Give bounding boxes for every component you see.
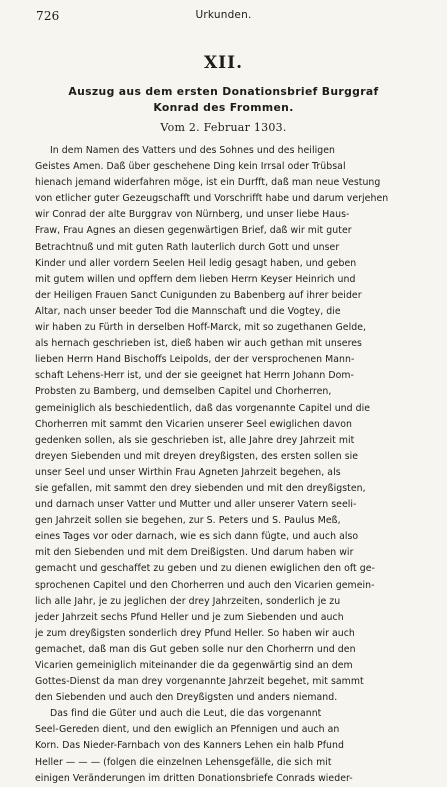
body-line: gemeiniglich als beschiedentlich, daß das vorgenannte Capitel und die (35, 402, 371, 414)
body-line: Gottes-Dienst da man drey vorgenannte Jahrzeit begehet, mit sammt (35, 676, 364, 688)
body-line: Fraw, Frau Agnes an diesen gegenwärtigen Brief, daß wir mit guter (35, 225, 352, 237)
body-line: Das find die Güter und auch die Leut, die das vorgenannt (50, 708, 322, 720)
body-line: je zum dreyßigsten sonderlich drey Pfund Heller. So haben wir auch (35, 627, 355, 639)
body-line: hienach jemand widerfahren möge, ist ein Durfft, daß man neue Vestung (35, 177, 381, 189)
document-title-line-1: Auszug aus dem ersten Donationsbrief Burggraf (68, 85, 379, 98)
body-line: Kinder und aller vordern Seelen Heil ledig gesagt haben, und geben (35, 257, 357, 269)
body-line: unser Seel und unser Wirthin Frau Agneten Jahrzeit begehen, als (35, 466, 341, 478)
body-line: Geistes Amen. Daß über geschehene Ding kein Irrsal oder Trübsal (35, 161, 346, 173)
body-line: mit gutem willen und opffern dem lieben Herrn Keyser Heinrich und (35, 273, 356, 285)
body-line: Vicarien gemeiniglich miteinander die da gegenwärtig sind an dem (35, 660, 353, 671)
body-line: Betrachtnuß und mit guten Rath lauterlich durch Gott und unser (35, 241, 340, 253)
page-header (36, 9, 411, 27)
body-line: wir haben zu Fürth in derselben Hoff-Marck, mit so zugethanen Gelde, (35, 322, 367, 334)
body-line: Seel-Gereden dient, und den ewiglich an Pfennigen und auch an (35, 724, 340, 736)
body-line: schaft Lehens-Herr ist, und der sie geeignet hat Herrn Johann Dom- (35, 370, 354, 382)
body-line: jeder Jahrzeit sechs Pfund Heller und je zum Siebenden und auch (35, 611, 344, 623)
body-line: dreyen Siebenden und mit dreyen dreyßigsten, des ersten sollen sie (35, 450, 359, 462)
body-line: Heller — — — (folgen die einzelnen Lehensgefälle, die sich mit (35, 756, 332, 768)
body-line: lich alle Jahr, je zu jeglichen der drey Jahrzeiten, sonderlich je zu (35, 595, 341, 607)
body-line: als hernach geschrieben ist, dieß haben wir auch gethan mit unseres (35, 338, 362, 350)
page-number: 726 (36, 9, 60, 23)
body-line: Korn. Das Nieder-Farnbach von des Kanners Lehen ein halb Pfund (35, 740, 344, 752)
section-number: XII. (203, 53, 243, 73)
body-line: Probsten zu Bamberg, und demselben Capitel und Chorherren, (35, 386, 332, 398)
document-title-line-2: Konrad des Frommen. (153, 101, 294, 114)
body-line: gemachet, daß man dis Gut geben solle nur den Chorherrn und den (35, 643, 356, 655)
body-line: sprochenen Capitel und den Chorherren und auch den Vicarien gemein- (35, 579, 375, 591)
body-line: und darnach unser Vatter und Mutter und aller unserer Vatern seeli- (35, 499, 357, 511)
body-line: von etlicher guter Gezeugschafft und Vorschrifft habe und darum verjehen (35, 193, 389, 205)
body-line: wir Conrad der alte Burggrav von Nürnberg, und unser liebe Haus- (35, 209, 350, 221)
document-date: Vom 2. Februar 1303. (160, 121, 287, 134)
body-line: einigen Veränderungen im dritten Donationsbriefe Conrads wieder- (35, 772, 353, 784)
body-line: der Heiligen Frauen Sanct Cunigunden zu Babenberg auf ihrer beider (35, 289, 362, 301)
document-body (35, 143, 412, 787)
body-line: gedenken sollen, als sie geschrieben ist, alle Jahre drey Jahrzeit mit (35, 434, 355, 446)
body-line: lieben Herrn Hand Bischoffs Leipolds, der der versprochenen Mann- (35, 354, 355, 366)
body-line: eines Tages vor oder darnach, wie es sich dann fügte, und auch also (35, 531, 359, 543)
document-title (28, 84, 419, 116)
body-line: Chorherren mit sammt den Vicarien unserer Seel ewiglichen davon (35, 418, 352, 430)
body-line: den Siebenden und auch den Dreyßigsten und anders niemand. (35, 692, 338, 704)
body-line: mit den Siebenden und mit dem Dreißigsten. Und darum haben wir (35, 547, 354, 559)
body-line: gemacht und geschaffet zu geben und zu dienen ewiglichen den oft ge- (35, 563, 375, 575)
body-line: sie gefallen, mit sammt den drey siebenden und mit den dreyßigsten, (35, 482, 366, 494)
running-head: Urkunden. (195, 9, 252, 21)
body-line: gen Jahrzeit sollen sie begehen, zur S. Peters und S. Paulus Meß, (35, 515, 341, 527)
body-line: Altar, nach unser beeder Tod die Mannschaft und die Vogtey, die (35, 305, 341, 317)
body-line: In dem Namen des Vatters und des Sohnes und des heiligen (50, 145, 335, 156)
